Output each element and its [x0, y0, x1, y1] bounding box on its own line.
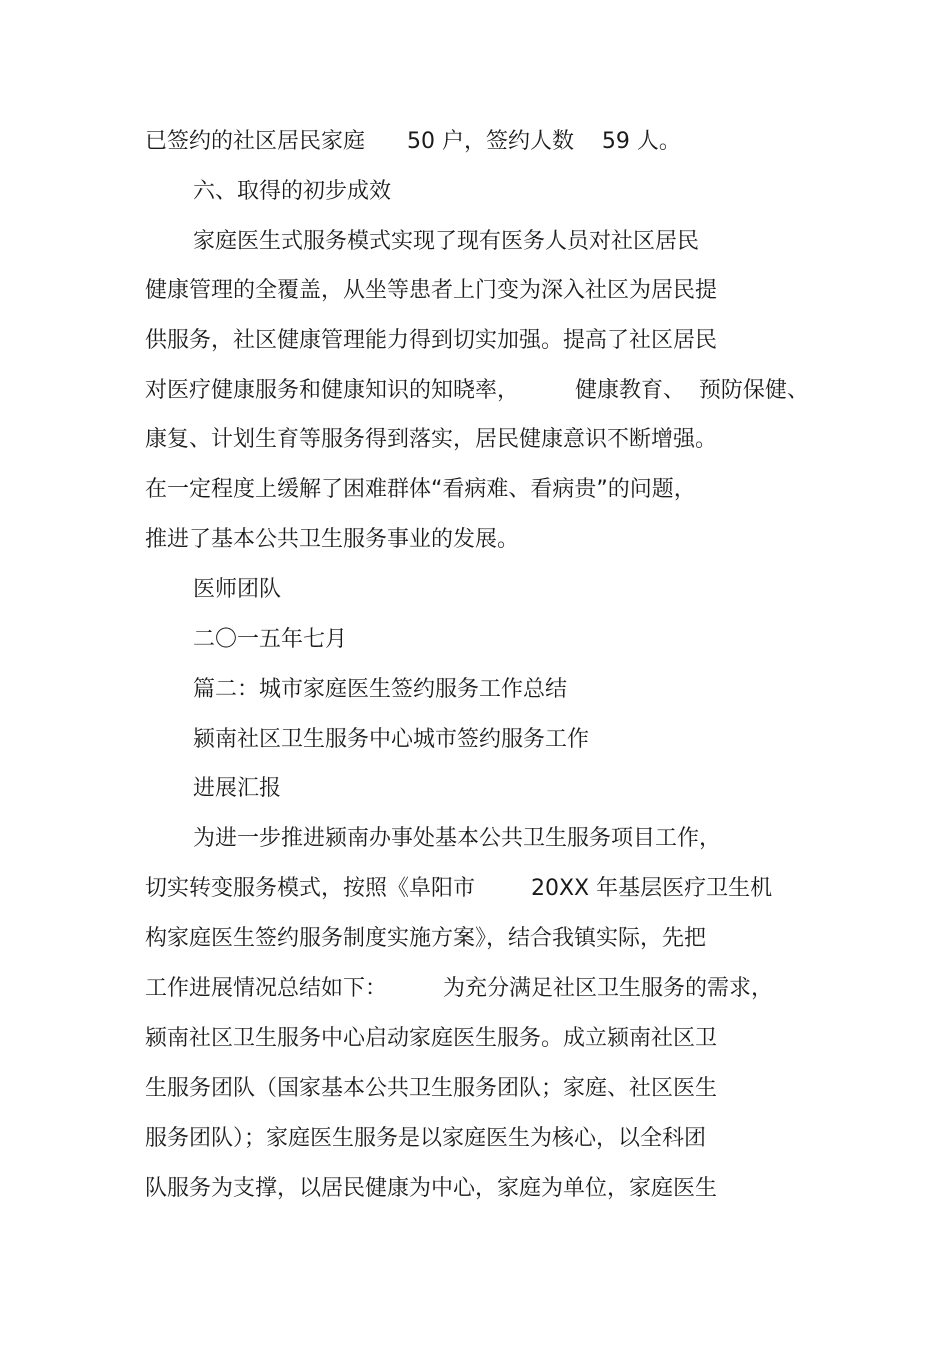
- text-line: 已签约的社区居民家庭 50 户，签约人数 59 人。: [145, 129, 681, 154]
- text-line: 工作进展情况总结如下： 为充分满足社区卫生服务的需求，: [145, 976, 773, 1001]
- text-line: 颍南社区卫生服务中心启动家庭医生服务。成立颍南社区卫: [145, 1026, 718, 1051]
- text-line: 服务团队）；家庭医生服务是以家庭医生为核心，以全科团: [145, 1126, 707, 1151]
- text-line: 生服务团队（国家基本公共卫生服务团队；家庭、社区医生: [145, 1076, 718, 1101]
- text-line: 推进了基本公共卫生服务事业的发展。: [145, 527, 520, 552]
- text-line: 队服务为支撑，以居民健康为中心，家庭为单位，家庭医生: [145, 1176, 718, 1201]
- text-line: 构家庭医生签约服务制度实施方案》，结合我镇实际，先把: [145, 926, 707, 951]
- text-line: 康复、计划生育等服务得到落实，居民健康意识不断增强。: [145, 427, 718, 452]
- signature-team: 医师团队: [193, 577, 282, 602]
- text-line: 切实转变服务模式，按照《阜阳市 20XX 年基层医疗卫生机: [145, 876, 773, 901]
- report-title-continued: 进展汇报: [193, 776, 282, 801]
- text-line: 健康管理的全覆盖，从坐等患者上门变为深入社区为居民提: [145, 278, 718, 303]
- text-line: 供服务，社区健康管理能力得到切实加强。提高了社区居民: [145, 328, 718, 353]
- text-line: 在一定程度上缓解了困难群体“看病难、看病贵”的问题，: [145, 477, 696, 502]
- text-line: 为进一步推进颍南办事处基本公共卫生服务项目工作，: [193, 826, 722, 851]
- section-heading: 六、取得的初步成效: [193, 179, 392, 204]
- signature-date: 二〇一五年七月: [193, 627, 348, 652]
- text-line: 家庭医生式服务模式实现了现有医务人员对社区居民: [193, 229, 700, 254]
- text-line: 对医疗健康服务和健康知识的知晓率， 健康教育、 预防保健、: [145, 378, 809, 403]
- chapter-title: 篇二：城市家庭医生签约服务工作总结: [193, 677, 568, 702]
- report-title: 颍南社区卫生服务中心城市签约服务工作: [193, 727, 590, 752]
